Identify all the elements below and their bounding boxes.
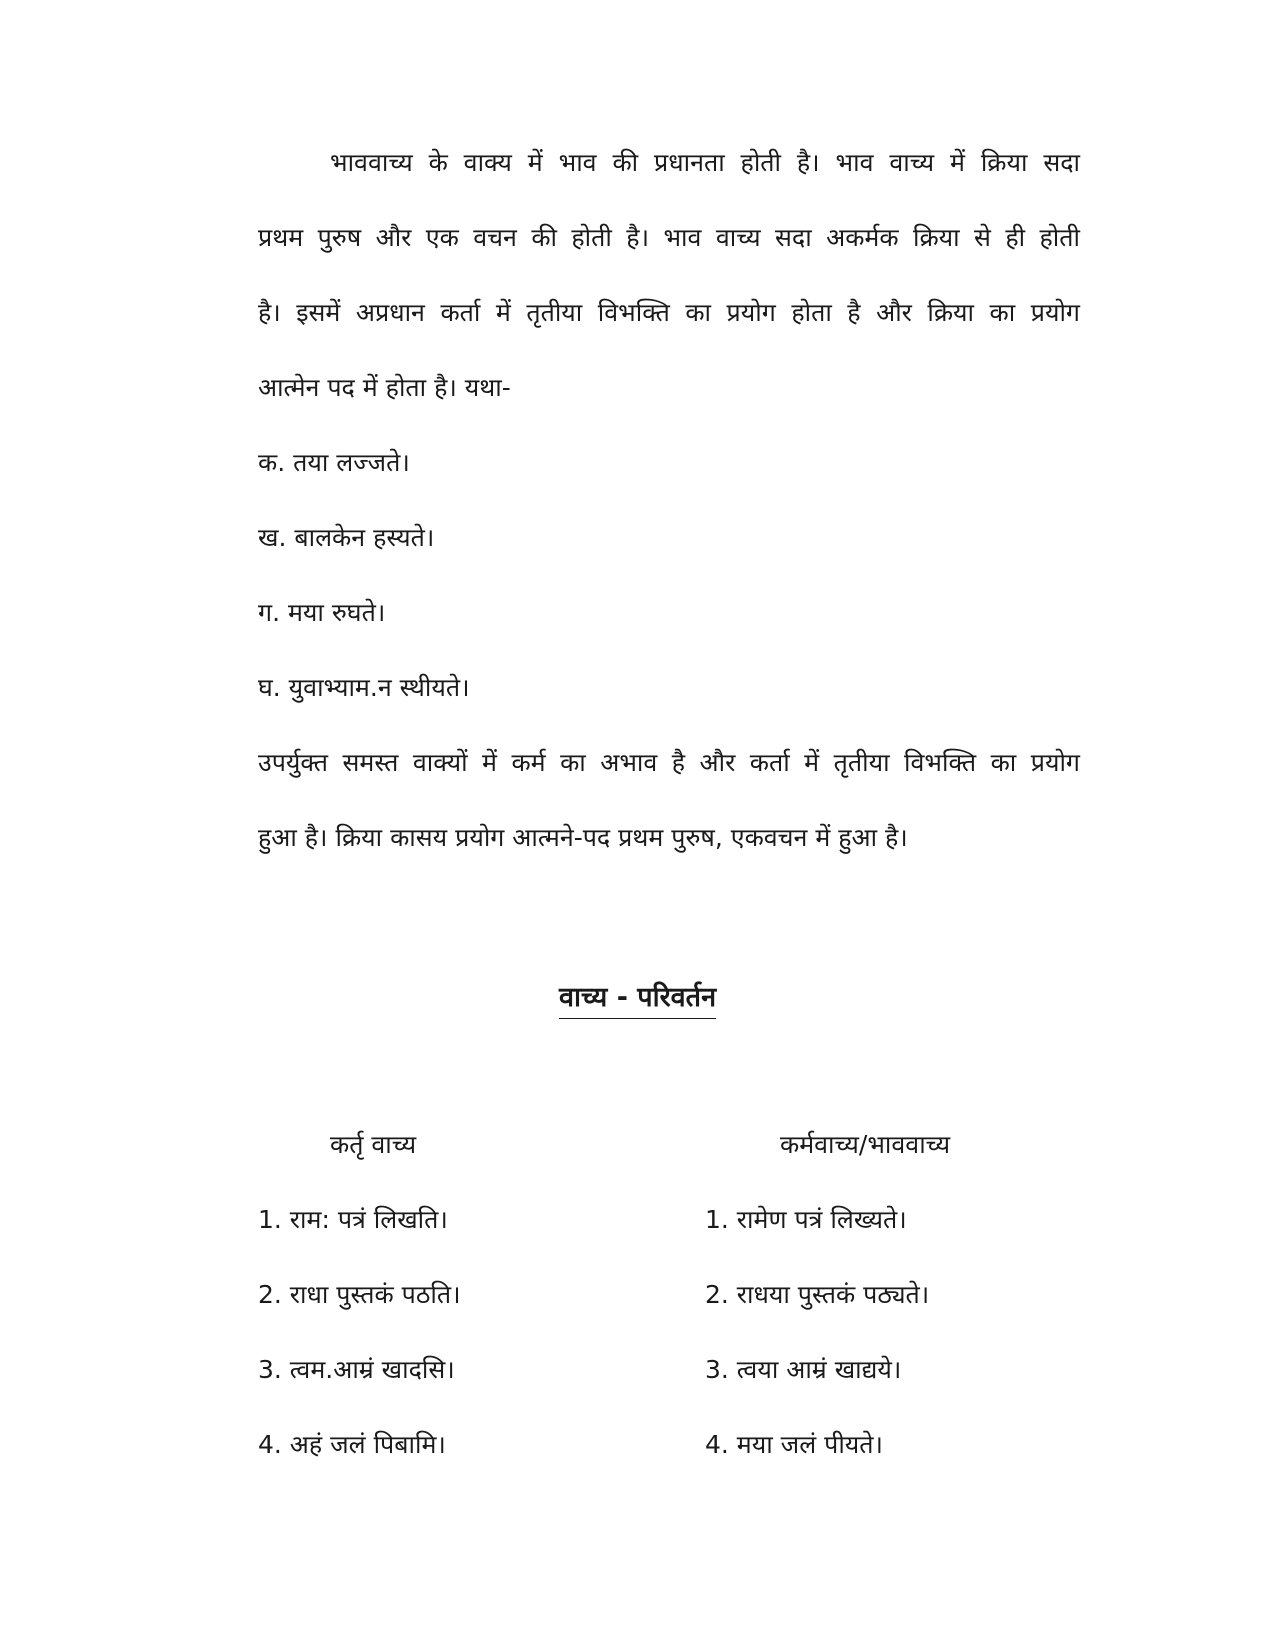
conclusion-line-1: उपर्युक्त समस्त वाक्यों में कर्म का अभाव है और कर्ता में तृतीया विभक्ति का प्रयोग [258, 748, 1080, 777]
table-row-1-right: 1. रामेण पत्रं लिख्यते। [705, 1205, 907, 1234]
table-row-3-left: 3. त्वम.आम्रं खादसि। [258, 1355, 455, 1384]
table-row-4-left: 4. अहं जलं पिबामि। [258, 1430, 446, 1459]
intro-line-2: प्रथम पुरुष और एक वचन की होती है। भाव वाच्य सदा अकर्मक क्रिया से ही होती [258, 223, 1080, 252]
intro-line-4: आत्मेन पद में होता है। यथा- [258, 373, 511, 402]
intro-line-3: है। इसमें अप्रधान कर्ता में तृतीया विभक्ति का प्रयोग होता है और क्रिया का प्रयोग [258, 298, 1080, 327]
section-heading-text: वाच्य - परिवर्तन [559, 980, 716, 1019]
table-row-3-right: 3. त्वया आम्रं खाद्यये। [705, 1355, 902, 1384]
example-item-4: घ. युवाभ्याम.न स्थीयते। [258, 673, 470, 702]
table-row-2-right: 2. राधया पुस्तकं पठ्यते। [705, 1280, 930, 1309]
example-item-3: ग. मया रुघते। [258, 598, 386, 627]
table-row-1-left: 1. राम: पत्रं लिखति। [258, 1205, 448, 1234]
table-header-passive-voice: कर्मवाच्य/भाववाच्य [780, 1130, 951, 1159]
table-row-4-right: 4. मया जलं पीयते। [705, 1430, 884, 1459]
example-item-1: क. तया लज्जते। [258, 448, 410, 477]
conclusion-line-2: हुआ है। क्रिया कासय प्रयोग आत्मने-पद प्रथम पुरुष, एकवचन में हुआ है। [258, 823, 908, 852]
table-row-2-left: 2. राधा पुस्तकं पठति। [258, 1280, 461, 1309]
table-header-active-voice: कर्तृ वाच्य [330, 1130, 417, 1159]
intro-line-1: भाववाच्य के वाक्य में भाव की प्रधानता होती है। भाव वाच्य में क्रिया सदा [330, 148, 1080, 177]
section-heading [0, 980, 1275, 1019]
example-item-2: ख. बालकेन हस्यते। [258, 523, 435, 552]
